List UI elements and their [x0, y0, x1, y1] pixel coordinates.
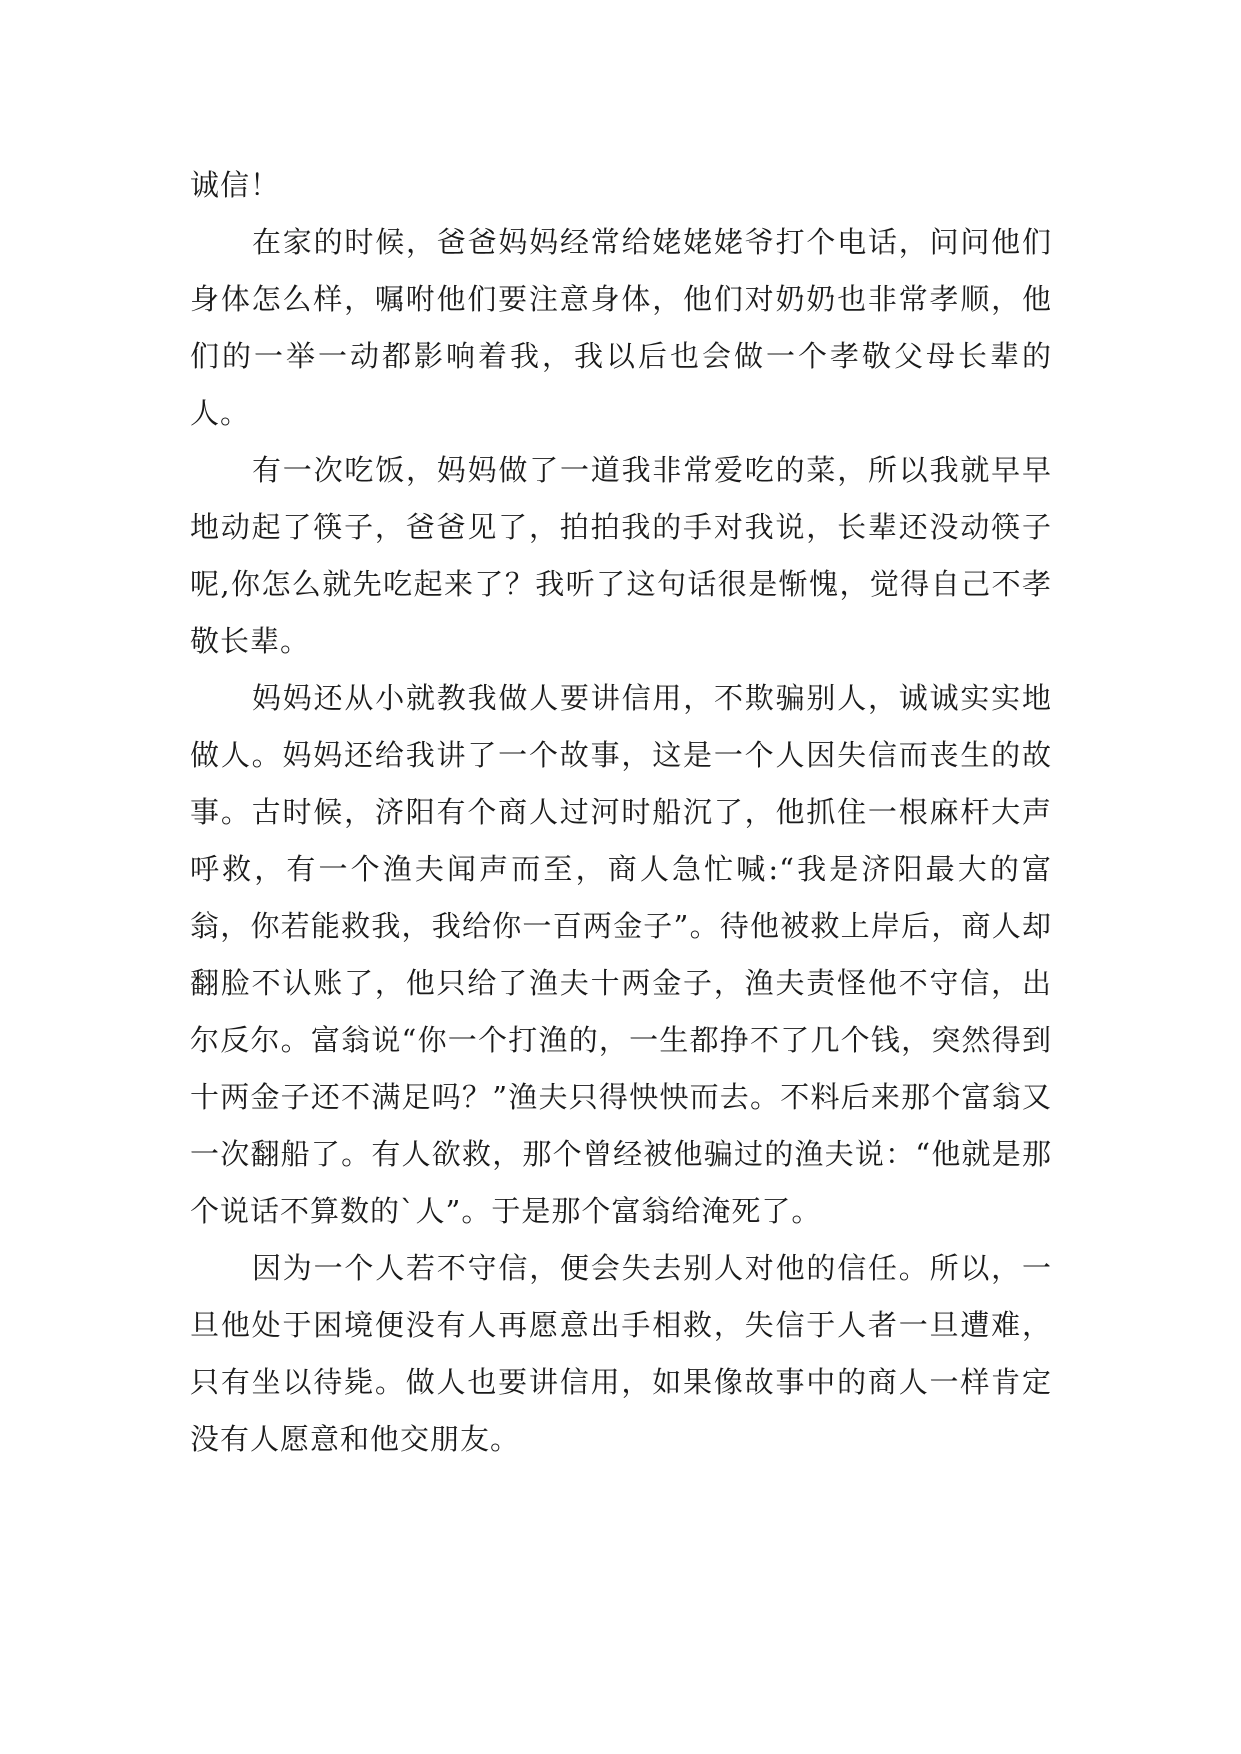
paragraph-2: 在家的时候，爸爸妈妈经常给姥姥姥爷打个电话，问问他们身体怎么样，嘱咐他们要注意身体，他们对奶奶也非常孝顺，他们的一举一动都影响着我，我以后也会做一个孝敬父母长辈的人。 [190, 225, 1052, 430]
paragraph-3: 有一次吃饭，妈妈做了一道我非常爱吃的菜，所以我就早早地动起了筷子，爸爸见了，拍拍我的手对我说，长辈还没动筷子呢,你怎么就先吃起来了？我听了这句话很是惭愧，觉得自己不孝敬长辈。 [190, 453, 1052, 658]
paragraph-4: 妈妈还从小就教我做人要讲信用，不欺骗别人，诚诚实实地做人。妈妈还给我讲了一个故事，这是一个人因失信而丧生的故事。古时候，济阳有个商人过河时船沉了，他抓住一根麻杆大声呼救，有一个渔夫闻声而至，商人急忙喊:“我是济阳最大的富翁，你若能救我，我给你一百两金子”。待他被救上岸后，商人却翻脸不认账了，他只给了渔夫十两金子，渔夫责怪他不守信，出尔反尔。富翁说“你一个打渔的，一生都挣不了几个钱，突然得到十两金子还不满足吗？”渔夫只得怏怏而去。不料后来那个富翁又一次翻船了。有人欲救，那个曾经被他骗过的渔夫说：“他就是那个说话不算数的`人”。于是那个富翁给淹死了。 [190, 681, 1052, 1228]
paragraph-1: 诚信！ [190, 168, 281, 202]
paragraph-5: 因为一个人若不守信，便会失去别人对他的信任。所以，一旦他处于困境便没有人再愿意出手相救，失信于人者一旦遭难，只有坐以待毙。做人也要讲信用，如果像故事中的商人一样肯定没有人愿意和他交朋友。 [190, 1251, 1052, 1456]
body-text [190, 157, 1052, 1468]
